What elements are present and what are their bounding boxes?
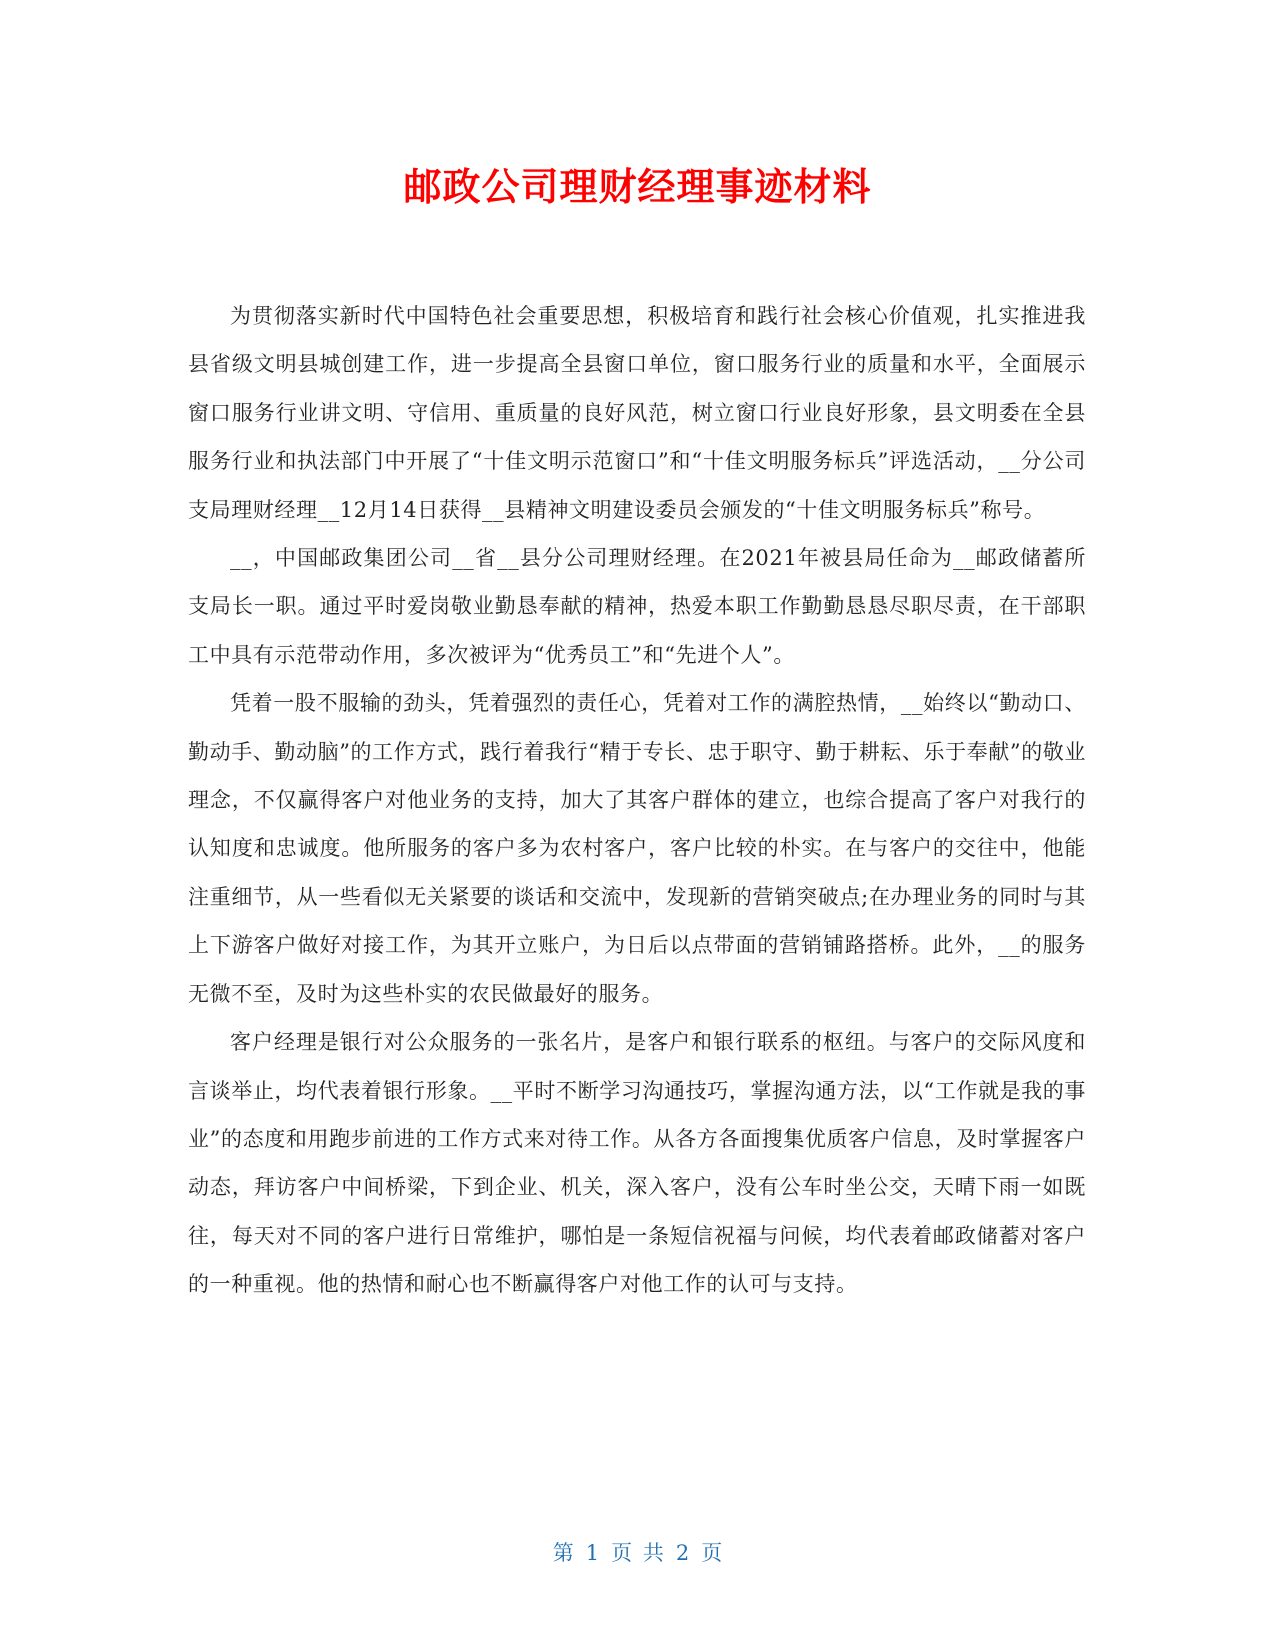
paragraph-1: 为贯彻落实新时代中国特色社会重要思想，积极培育和践行社会核心价值观，扎实推进我县省级文明县城创建工作，进一步提高全县窗口单位，窗口服务行业的质量和水平，全面展示窗口服务行业讲文明、守信用、重质量的良好风范，树立窗口行业良好形象，县文明委在全县服务行业和执法部门中开展了“十佳文明示范窗口”和“十佳文明服务标兵”评选活动，__分公司支局理财经理__12月14日获得__县精神文明建设委员会颁发的“十佳文明服务标兵”称号。 [188, 304, 1086, 522]
footer-suffix: 页 [701, 1541, 723, 1565]
footer-current-page: 1 [585, 1541, 600, 1565]
footer-total-pages: 2 [675, 1541, 690, 1565]
document-body [188, 292, 1086, 1309]
page-footer [0, 1538, 1275, 1568]
paragraph-3: 凭着一股不服输的劲头，凭着强烈的责任心，凭着对工作的满腔热情，__始终以“勤动口、勤动手、勤动脑”的工作方式，践行着我行“精于专长、忠于职守、勤于耕耘、乐于奉献”的敬业理念，不仅赢得客户对他业务的支持，加大了其客户群体的建立，也综合提高了客户对我行的认知度和忠诚度。他所服务的客户多为农村客户，客户比较的朴实。在与客户的交往中，他能注重细节，从一些看似无关紧要的谈话和交流中，发现新的营销突破点;在办理业务的同时与其上下游客户做好对接工作，为其开立账户，为日后以点带面的营销铺路搭桥。此外，__的服务无微不至，及时为这些朴实的农民做最好的服务。 [188, 691, 1087, 1006]
footer-middle: 页 共 [611, 1541, 664, 1565]
footer-prefix: 第 [552, 1541, 574, 1565]
paragraph-4: 客户经理是银行对公众服务的一张名片，是客户和银行联系的枢纽。与客户的交际风度和言谈举止，均代表着银行形象。__平时不断学习沟通技巧，掌握沟通方法，以“工作就是我的事业”的态度和用跑步前进的工作方式来对待工作。从各方各面搜集优质客户信息，及时掌握客户动态，拜访客户中间桥梁，下到企业、机关，深入客户，没有公车时坐公交，天晴下雨一如既往，每天对不同的客户进行日常维护，哪怕是一条短信祝福与问候，均代表着邮政储蓄对客户的一种重视。他的热情和耐心也不断赢得客户对他工作的认可与支持。 [188, 1030, 1086, 1297]
paragraph-2: __，中国邮政集团公司__省__县分公司理财经理。在2021年被县局任命为__邮政储蓄所支局长一职。通过平时爱岗敬业勤恳奉献的精神，热爱本职工作勤勤恳恳尽职尽责，在干部职工中具有示范带动作用，多次被评为“优秀员工”和“先进个人”。 [188, 546, 1086, 667]
document-title: 邮政公司理财经理事迹材料 [403, 165, 872, 209]
